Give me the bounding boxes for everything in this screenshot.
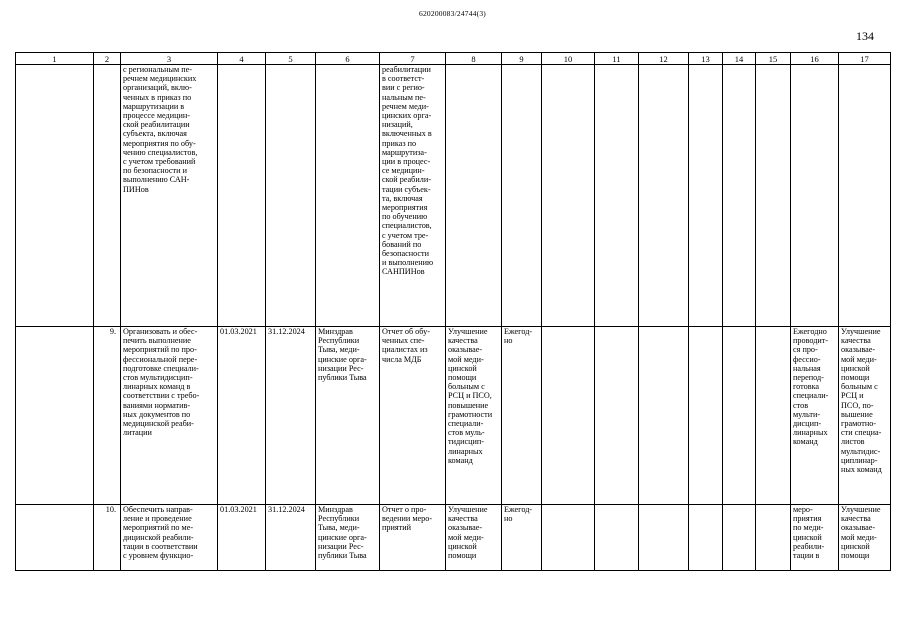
cell-start-date: 01.03.2021 — [218, 505, 266, 571]
column-number: 16 — [791, 53, 839, 65]
cell-col-14 — [723, 327, 756, 505]
cell-col-14 — [723, 65, 756, 327]
cell-col-15 — [756, 505, 791, 571]
column-number: 12 — [639, 53, 689, 65]
cell-col-15 — [756, 327, 791, 505]
column-number: 10 — [542, 53, 595, 65]
document-id: 620200083/24744(3) — [419, 9, 486, 18]
cell-item-number: 9. — [94, 327, 121, 505]
page-number: 134 — [856, 29, 874, 43]
column-number: 8 — [446, 53, 502, 65]
cell-report: Отчет о про- ведении меро- приятий — [380, 505, 446, 571]
cell-col-12 — [639, 505, 689, 571]
cell-col-17: Улучшение качества оказывае- мой меди- цинской помощи больным с РСЦ и ПСО, по- вышение грамотно- сти специа- листов мультидис- циплинар- ных команд — [839, 327, 891, 505]
cell-start-date — [218, 65, 266, 327]
cell-start-date: 01.03.2021 — [218, 327, 266, 505]
cell-item-number: 10. — [94, 505, 121, 571]
cell-col-12 — [639, 65, 689, 327]
cell-col-1 — [16, 327, 94, 505]
column-number: 14 — [723, 53, 756, 65]
cell-col-16: меро- приятия по меди- цинской реабили- тации в — [791, 505, 839, 571]
column-number: 3 — [121, 53, 218, 65]
cell-col-10 — [542, 65, 595, 327]
cell-result — [446, 65, 502, 327]
column-number: 1 — [16, 53, 94, 65]
column-number: 2 — [94, 53, 121, 65]
cell-col-17 — [839, 65, 891, 327]
cell-measure: Обеспечить направ- ление и проведение мероприятий по ме- дицинской реабили- тации в соответствии с уровнем функцио- — [121, 505, 218, 571]
cell-col-13 — [689, 505, 723, 571]
table-row — [16, 505, 891, 571]
cell-col-16: Ежегодно проводит- ся про- фессио- нальная перепод- готовка специали- стов мульти- дисцип- линарных команд — [791, 327, 839, 505]
column-number-row — [16, 53, 891, 65]
cell-col-10 — [542, 327, 595, 505]
cell-measure: с региональным пе- речнем медицинских организаций, вклю- ченных в приказ по маршрутизации в процессе медицин- ской реабилитации субъекта, включая мероприятия по обу- чению специалистов, с учетом требований по безопасности и выполнению САН- ПИНов — [121, 65, 218, 327]
cell-report: Отчет об обу- ченных спе- циалистах из числа МДБ — [380, 327, 446, 505]
cell-col-14 — [723, 505, 756, 571]
cell-responsible — [316, 65, 380, 327]
cell-col-13 — [689, 65, 723, 327]
cell-col-1 — [16, 505, 94, 571]
cell-end-date: 31.12.2024 — [266, 505, 316, 571]
column-number: 5 — [266, 53, 316, 65]
cell-col-11 — [595, 505, 639, 571]
column-number: 11 — [595, 53, 639, 65]
cell-col-10 — [542, 505, 595, 571]
cell-end-date — [266, 65, 316, 327]
column-number: 4 — [218, 53, 266, 65]
cell-col-16 — [791, 65, 839, 327]
column-number: 17 — [839, 53, 891, 65]
cell-frequency: Ежегод- но — [502, 327, 542, 505]
column-number: 6 — [316, 53, 380, 65]
cell-col-12 — [639, 327, 689, 505]
cell-responsible: Минздрав Республики Тыва, меди- цинские орга- низации Рес- публики Тыва — [316, 505, 380, 571]
cell-col-11 — [595, 327, 639, 505]
column-number: 15 — [756, 53, 791, 65]
cell-col-15 — [756, 65, 791, 327]
cell-col-17: Улучшение качества оказывае- мой меди- цинской помощи — [839, 505, 891, 571]
cell-measure: Организовать и обес- печить выполнение мероприятий по про- фессиональной пере- подготовке специали- стов мультидисцип- линарных команд в соответствии с требо- ваниями норматив- ных документов по медицинской реаби- литации — [121, 327, 218, 505]
cell-item-number — [94, 65, 121, 327]
column-number: 9 — [502, 53, 542, 65]
cell-frequency — [502, 65, 542, 327]
cell-responsible: Минздрав Республики Тыва, меди- цинские орга- низации Рес- публики Тыва — [316, 327, 380, 505]
measures-table — [15, 52, 891, 571]
column-number: 7 — [380, 53, 446, 65]
table-row — [16, 65, 891, 327]
cell-col-13 — [689, 327, 723, 505]
cell-col-11 — [595, 65, 639, 327]
cell-end-date: 31.12.2024 — [266, 327, 316, 505]
cell-report: реабилитации в соответст- вии с регио- нальным пе- речнем меди- цинских орга- низаций, включенных в приказ по маршрутиза- ции в процес- се медицин- ской реабили- тации субъек- та, включая мероприятия по обучению специалистов, с учетом тре- бований по безопасности и выполнению САНПИНов — [380, 65, 446, 327]
cell-frequency: Ежегод- но — [502, 505, 542, 571]
table-row — [16, 327, 891, 505]
cell-result: Улучшение качества оказывае- мой меди- цинской помощи больным с РСЦ и ПСО, повышение грамотности специали- стов муль- тидисцип- линарных команд — [446, 327, 502, 505]
cell-col-1 — [16, 65, 94, 327]
column-number: 13 — [689, 53, 723, 65]
cell-result: Улучшение качества оказывае- мой меди- цинской помощи — [446, 505, 502, 571]
